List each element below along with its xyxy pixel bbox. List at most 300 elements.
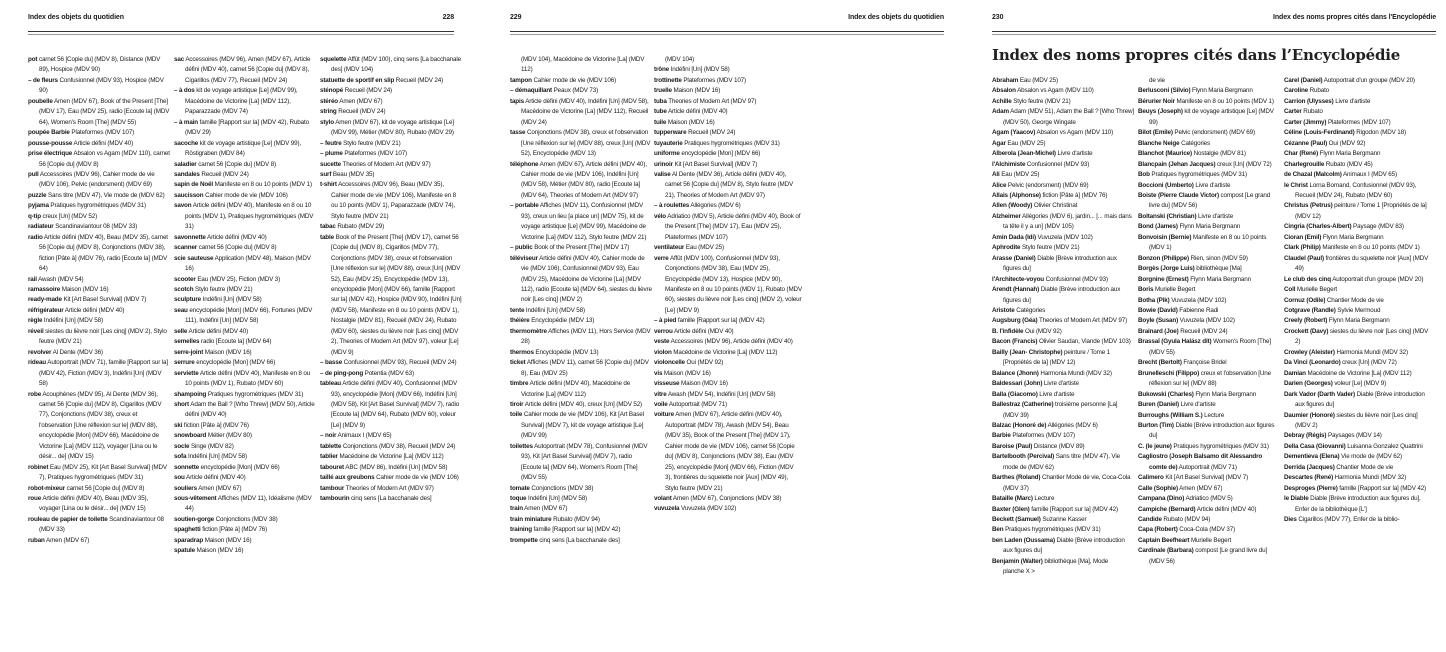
index-refs: Rigodon (MDV 18) <box>1356 129 1406 137</box>
index-entry <box>174 139 316 160</box>
header-rule <box>992 31 1436 35</box>
index-refs: Macédoine de Victorine [La] (MDV 112) <box>673 348 778 356</box>
index-term: socle <box>174 442 190 450</box>
index-refs: Adam (MDV 51), Adam the Ball ? [Who Threw] (MDV 50), George Wingate <box>1003 108 1134 126</box>
index-entry <box>654 358 802 368</box>
index-entry <box>174 275 316 285</box>
index-entry <box>174 442 316 452</box>
index-term: – basse <box>320 359 343 367</box>
index-refs: Rubato (MDV 45) <box>1325 160 1373 168</box>
index-term: taillé aux greubons <box>320 474 375 482</box>
index-refs: Maison (MDV 16) <box>681 380 728 388</box>
index-refs: Harmonia Mundi (MDV 32) <box>1334 474 1407 482</box>
index-entry <box>1138 358 1280 368</box>
index-entry <box>174 191 316 201</box>
index-entry <box>992 181 1134 191</box>
index-refs: Pratiques hygrométriques (MDV 31) <box>1173 442 1269 450</box>
index-refs: frontières du squelette noir [Aux] (MDV 49) <box>1295 254 1429 273</box>
index-refs: Autoportrait (MDV 71) <box>668 400 727 408</box>
index-entry <box>1284 369 1432 379</box>
index-refs: Allégories (MDV 6) <box>1047 421 1098 429</box>
index-term: sténopé <box>320 87 344 95</box>
index-term: Carter (Jimmy) <box>1284 118 1327 126</box>
index-term: Alzheimer <box>992 212 1021 220</box>
index-entry <box>1138 515 1280 525</box>
index-term: tablier <box>320 453 338 461</box>
index-refs: Livre d'artiste <box>1198 212 1234 220</box>
index-entry <box>992 400 1134 421</box>
index-term: saladier <box>174 160 197 168</box>
index-refs: Singe (MDV 82) <box>190 442 234 450</box>
index-entry <box>992 379 1134 389</box>
index-entry <box>510 400 652 410</box>
index-term: Augsburg (Géa) <box>992 317 1038 325</box>
index-term: train <box>510 505 523 513</box>
index-refs: Indéfini [Un] (MDV 58) <box>525 306 585 314</box>
index-entry <box>1284 358 1432 368</box>
index-term: Brassaï (Gyula Halász dit) <box>1138 338 1212 346</box>
index-term: Bonzon (Philippe) <box>1138 254 1189 262</box>
index-refs: famille [Rapport sur la] (MDV 42) <box>1339 484 1426 492</box>
index-term: Bukowski (Charles) <box>1138 390 1194 398</box>
index-refs: Oui (MDV 92) <box>1025 327 1062 335</box>
index-refs: Livre d'artiste <box>1180 401 1216 409</box>
page-228 <box>0 0 482 652</box>
index-term: scotch <box>174 285 194 293</box>
index-entry <box>992 316 1134 326</box>
index-entry <box>1284 275 1432 285</box>
index-refs: Maison (MDV 16) <box>204 536 252 544</box>
index-term: tableau <box>320 380 341 388</box>
index-term: Buren (Daniel) <box>1138 401 1179 409</box>
index-term: sandales <box>174 170 200 178</box>
index-refs: Lecture <box>1204 411 1225 419</box>
index-term: visseuse <box>654 380 680 388</box>
index-entry <box>1284 316 1432 326</box>
index-refs: (MDV 104), Macédoine de Victorine [La] (MDV 112) <box>521 56 645 74</box>
index-term: vitre <box>654 390 667 398</box>
index-refs: Indéfini [Un] (MDV 58) <box>528 495 587 503</box>
index-term: ticket <box>510 359 526 367</box>
index-refs: Affiches (MDV 11), carnet 56 [Copie du] (MDV 8), Eau (MDV 25) <box>521 359 649 377</box>
index-term: rail <box>28 275 37 283</box>
index-refs: Diable [Brève introduction aux figures du] <box>1295 390 1425 409</box>
running-head: Index des noms propres cités dans l'Encyclopédie <box>1273 14 1436 21</box>
index-term: téléphone <box>510 160 539 168</box>
index-entry <box>320 358 462 368</box>
index-refs: Cahier mode de vie (MDV 106) <box>205 191 288 199</box>
index-entry <box>1284 233 1432 243</box>
index-refs: encyclopédie [Mon] (MDV 66) <box>681 150 761 158</box>
index-term: Cioran (Emil) <box>1284 233 1322 241</box>
index-refs: Book of the Present [The] (MDV 17), carnet 56 [Copie du] (MDV 8), Cigarillos (MDV 77), Conjonctions (MDV 38), creux et l'observation [Une réflexion sur le] (MDV 88), creux [Un] (MDV 52), Eau (MDV 25), Encyclopédie (MDV 13), encyclopédie [Mon] (MDV 66), famille [Rapport sur la] (MDV 42), Hospice (MDV 90), Indéfini [Un] (MDV 58), Manifeste en 8 ou 10 points (MDV 1), Nostalgie (MDV 81), Recueil (MDV 24), Rubato (MDV 60), siestes du lièvre noir [Les cinq] (MDV 2), Theories of Modern Art (MDV 97), voleur [Le] (MDV 9) <box>331 233 462 356</box>
index-entry <box>654 76 802 86</box>
index-entry <box>992 525 1134 535</box>
index-term: Berlusconi (Silvio) <box>1138 87 1191 95</box>
index-term: tablette <box>320 442 342 450</box>
index-entry <box>1138 546 1280 567</box>
index-term: Cézanne (Paul) <box>1284 139 1328 147</box>
index-term: poupée Barbie <box>28 129 70 137</box>
index-term: veste <box>654 338 670 346</box>
index-entry <box>1138 421 1280 442</box>
index-refs: Maison (MDV 16) <box>667 118 715 126</box>
index-refs: Stylo feutre (MDV 21) <box>195 285 253 293</box>
index-term: sou <box>174 474 185 482</box>
index-term: toile <box>510 411 523 419</box>
index-term: toque <box>510 495 527 503</box>
index-refs: carnet 56 [Copie du] (MDV 8) <box>66 484 145 492</box>
index-term: Coll <box>1284 286 1296 294</box>
index-term: Achille <box>992 97 1012 105</box>
index-term: trottinette <box>654 76 682 84</box>
index-entry <box>1284 181 1432 202</box>
index-term: Campana (Dino) <box>1138 495 1185 503</box>
index-term: vis <box>654 369 663 377</box>
index-refs: Harmonia Mundi (MDV 32) <box>1336 348 1408 356</box>
index-entry <box>1284 160 1432 170</box>
index-entry <box>28 536 170 546</box>
index-entry <box>28 233 170 275</box>
index-term: Cardinale (Barbara) <box>1138 547 1194 555</box>
index-refs: Article défini (MDV 40) <box>188 327 249 335</box>
index-entry <box>1284 222 1432 232</box>
index-entry <box>1138 536 1280 546</box>
index-entry <box>28 212 170 222</box>
index-refs: Conjonctions (MDV 38) <box>531 484 594 492</box>
index-refs: bibliothèque [Ma] <box>1196 265 1242 273</box>
index-refs: Pelvic (endorsment) (MDV 69) <box>1174 129 1255 137</box>
index-entry <box>320 233 462 358</box>
index-entry <box>654 212 802 243</box>
index-refs: siestes du lièvre noir [Les cinq] (MDV 2) <box>1295 327 1429 346</box>
index-entry <box>510 358 652 379</box>
index-entry <box>320 86 462 96</box>
index-entry <box>174 369 316 390</box>
index-term: Creely (Robert) <box>1284 317 1328 325</box>
index-refs: Article défini (MDV 40), Manifeste en 8 ou 10 points (MDV 1), Pratiques hygrométriques (MDV 31) <box>185 202 314 231</box>
index-term: voiture <box>654 411 674 419</box>
index-term: squelette <box>320 56 347 63</box>
index-entry <box>28 76 170 97</box>
index-entry <box>654 86 802 96</box>
index-term: – plume <box>320 150 343 158</box>
index-term: tampon <box>510 76 532 84</box>
index-term: surf <box>320 170 332 178</box>
index-term: Ballestraz (Catherine) <box>992 401 1054 409</box>
index-entry <box>654 170 802 201</box>
index-entry <box>1284 463 1432 473</box>
index-term: Céline (Louis-Ferdinand) <box>1284 129 1355 137</box>
index-term: le Christ <box>1284 181 1308 189</box>
index-term: sous-vêtement <box>174 495 217 503</box>
index-refs: famille [Rapport sur la] (MDV 42) <box>1031 505 1118 513</box>
index-term: shampoing <box>174 390 207 398</box>
index-refs: Encyclopédie (MDV 13) <box>535 348 599 356</box>
index-term: Blanche Neige <box>1138 139 1180 147</box>
index-refs: Maison (MDV 16) <box>663 369 711 377</box>
index-term: Bailly (Jean- Christophe) <box>992 348 1063 356</box>
index-term: Borgnine (Ernest) <box>1138 275 1189 283</box>
index-refs: peinture / Tome 1 [Propriétés de la] (MDV 12) <box>1295 202 1427 220</box>
index-entry <box>28 275 170 285</box>
index-entry <box>174 358 316 368</box>
index-term: Abraham <box>992 77 1019 84</box>
index-entry <box>992 327 1134 337</box>
index-entry <box>320 494 462 504</box>
index-term: le Diable <box>1284 495 1309 503</box>
index-entry <box>1138 86 1280 96</box>
index-refs: creux [Un] (MDV 52) <box>42 212 98 220</box>
index-entry <box>1284 296 1432 306</box>
index-refs: Conjonctions (MDV 38), creux et l'observation [Une réflexion sur le] (MDV 88), creux [Un] (MDV 52), Encyclopédie (MDV 13) <box>521 129 651 158</box>
index-refs: Amen (MDV 67), Article défini (MDV 40), Cahier mode de vie (MDV 106), Indéfini [Un] (MDV 58), Métier (MDV 80), radio [Ecoute la] (MDV 64), Theories of Modern Art (MDV 97) <box>521 160 647 199</box>
index-term: Cornuz (Odile) <box>1284 296 1326 304</box>
index-entry <box>174 306 316 327</box>
index-term: puzzle <box>28 191 47 199</box>
index-term: vélo <box>654 212 666 220</box>
index-entry <box>28 515 170 536</box>
index-column <box>320 55 462 504</box>
index-entry <box>1138 170 1280 180</box>
index-term: t-shirt <box>320 181 337 189</box>
index-entry <box>992 369 1134 379</box>
index-entry <box>174 337 316 347</box>
index-refs: Manifeste en 8 ou 10 points (MDV 1) <box>1176 97 1274 105</box>
index-entry <box>320 149 462 159</box>
index-term: Bérurier Noir <box>1138 97 1175 105</box>
index-term: radiateur <box>28 223 54 231</box>
index-refs: Pratiques hygrométriques (MDV 31) <box>207 390 304 398</box>
index-refs: Article défini (MDV 40) <box>186 474 246 482</box>
index-entry <box>654 97 802 107</box>
index-refs: Affiches (MDV 11), Hors Service (MDV 28) <box>521 327 651 346</box>
index-refs: Amen (MDV 67), Article défini (MDV 40), Autoportrait (MDV 78), Awash (MDV 54), Beau (MDV 35), Book of the Present [The] (MDV 17), Cahier mode de vie (MDV 106), carnet 56 [Copie du] (MDV 8), Conjonctions (MDV 38), Eau (MDV 25), encyclopédie [Mon] (MDV 66), Fiction (MDV 3), frontières du squelette noir [Aux] (MDV 49), Stylo feutre (MDV 21) <box>665 411 795 492</box>
index-term: savon <box>174 202 192 210</box>
index-entry <box>174 536 316 546</box>
index-entry <box>28 327 170 348</box>
index-term: robinet <box>28 463 49 471</box>
index-term: Bilot (Emile) <box>1138 129 1173 137</box>
index-term: pot <box>28 56 38 63</box>
index-refs: Diable [Brève introduction aux figures du], Enfer de la bibliothèque [L'] <box>1295 495 1421 513</box>
index-term: Captain Beefheart <box>1138 536 1190 544</box>
index-entry <box>174 180 316 190</box>
index-term: revolver <box>28 348 52 356</box>
index-entry <box>992 233 1134 243</box>
index-refs: Accessoires (MDV 96), Article défini (MDV 40) <box>670 338 793 346</box>
index-term: l'Architecte-voyou <box>992 275 1044 283</box>
index-entry <box>1138 473 1280 483</box>
index-refs: Vuvuzela (MDV 102) <box>1171 296 1227 304</box>
index-term: Capa (Robert) <box>1138 526 1178 534</box>
index-refs: Flynn Maria Bergmann <box>1328 317 1390 325</box>
index-refs: Kit [Art Basel Survival] (MDV 7) <box>1165 474 1249 482</box>
index-entry <box>1138 160 1280 170</box>
index-term: Brunelleschi (Filippo) <box>1138 369 1200 377</box>
index-entry <box>28 390 170 463</box>
index-entry <box>654 55 802 65</box>
index-refs: Harmonia Mundi (MDV 32) <box>1040 369 1112 377</box>
index-refs: Al Dente (MDV 36) <box>52 348 103 356</box>
index-refs: creux et l'observation [Une réflexion sur le] (MDV 88) <box>1149 369 1271 388</box>
index-term: – démaquillant <box>510 87 552 95</box>
index-refs: Oui (MDV 92) <box>1328 139 1366 147</box>
index-term: Bond (James) <box>1138 223 1178 231</box>
index-term: ben Laden (Oussama) <box>992 536 1055 544</box>
index-entry <box>174 400 316 421</box>
index-term: Burroughs (William S.) <box>1138 411 1203 419</box>
index-term: string <box>320 108 337 116</box>
index-entry <box>992 306 1134 316</box>
index-term: – de fleurs <box>28 76 58 84</box>
index-term: saucisson <box>174 191 204 199</box>
index-entry <box>28 97 170 128</box>
index-term: pyjama <box>28 202 49 210</box>
index-refs: Beau (MDV 35) <box>332 170 375 178</box>
index-entry <box>174 254 316 275</box>
index-entry <box>1284 86 1432 96</box>
index-term: stéréo <box>320 97 338 105</box>
index-entry <box>654 327 802 337</box>
index-refs: carnet 56 [Copie du] (MDV 8) <box>198 244 277 252</box>
index-entry <box>1138 296 1280 306</box>
index-refs: Distance (MDV 89) <box>1033 442 1085 450</box>
index-term: – à roulettes <box>654 202 690 210</box>
index-entry <box>320 170 462 180</box>
index-entry <box>1138 181 1280 191</box>
index-entry <box>28 463 170 484</box>
index-term: Arasse (Daniel) <box>992 254 1036 262</box>
index-term: l'Alchimiste <box>992 160 1026 168</box>
index-refs: Eau (MDV 25) <box>1019 77 1058 84</box>
index-term: Boyle (Susan) <box>1138 317 1179 325</box>
index-term: Beuys (Joseph) <box>1138 108 1183 116</box>
index-refs: Article défini (MDV 40) <box>73 139 134 147</box>
index-term: truelle <box>654 87 672 95</box>
index-entry <box>320 180 462 222</box>
index-refs: Accessoires (MDV 96), Beau (MDV 35), Cahier mode de vie (MDV 106), Manifeste en 8 ou 10 points (MDV 1), Paparazzade (MDV 74), Stylo feutre (MDV 21) <box>331 181 456 220</box>
index-term: Absalon <box>992 87 1016 95</box>
index-entry <box>510 504 652 514</box>
index-entry <box>510 254 652 306</box>
index-entry <box>654 504 802 514</box>
index-refs: ABC (MDV 86), Indéfini [Un] (MDV 58) <box>345 463 448 471</box>
index-refs: Article défini (MDV 40) <box>64 306 125 314</box>
index-column <box>992 76 1134 578</box>
index-entry <box>320 431 462 441</box>
index-refs: (MDV 104) <box>665 56 695 63</box>
index-refs: Flynn Maria Bergmann <box>1322 233 1384 241</box>
index-entry <box>174 525 316 535</box>
index-entry <box>174 233 316 243</box>
index-term: sofa <box>174 453 187 461</box>
index-entry <box>28 358 170 389</box>
index-refs: Murielle Begert <box>1190 536 1232 544</box>
index-entry <box>510 76 652 86</box>
index-entry <box>992 170 1134 180</box>
index-term: scie sauteuse <box>174 254 214 262</box>
page-number: 228 <box>442 14 454 21</box>
index-term: Calle (Sophie) <box>1138 484 1178 492</box>
index-term: Caroline <box>1284 87 1308 95</box>
index-term: Le club des cinq <box>1284 275 1331 283</box>
index-refs: Pelvic (endorsment) (MDV 69) <box>1007 181 1089 189</box>
index-refs: bibliothèque [Ma], Mode <box>1044 557 1109 565</box>
index-refs: Diable [Brève introduction aux figures du] <box>1003 536 1125 555</box>
index-entry <box>1284 149 1432 159</box>
index-term: seau <box>174 306 188 314</box>
index-refs: Livre d'artiste <box>1195 181 1231 189</box>
index-term: train miniature <box>510 515 552 523</box>
index-refs: Oui (MDV 92) <box>686 359 724 367</box>
index-refs: Recueil (MDV 24) <box>688 129 736 137</box>
index-refs: Sans titre (MDV 47), Vie mode de (MDV 62) <box>1003 453 1120 471</box>
index-refs: Nostalgie (MDV 81) <box>1193 150 1246 158</box>
index-entry <box>1138 400 1280 410</box>
index-refs: Eau (MDV 25), Fiction (MDV 3) <box>197 275 281 283</box>
index-entry <box>1284 327 1432 348</box>
index-entry <box>28 55 170 76</box>
index-refs: Women's Room [The] (MDV 55) <box>1149 338 1271 356</box>
index-term: uniforme <box>654 150 680 158</box>
index-entry <box>28 484 170 494</box>
page-number: 229 <box>510 14 522 21</box>
index-term: Balla (Giacomo) <box>992 390 1038 398</box>
index-entry <box>1284 107 1432 117</box>
index-refs: voleur [Le] (MDV 9) <box>1334 380 1387 388</box>
index-entry <box>654 139 802 149</box>
index-refs: Article défini (MDV 40) <box>667 108 728 116</box>
index-refs: Indéfini [Un] (MDV 58) <box>43 317 103 325</box>
index-entry <box>992 275 1134 285</box>
index-term: Bartelbooth (Percival) <box>992 453 1055 461</box>
index-entry <box>510 316 652 326</box>
index-refs: Livre d'artiste <box>1335 97 1371 105</box>
index-refs: planche X > <box>1003 568 1035 576</box>
index-entry <box>320 369 462 379</box>
index-refs: Potentia (MDV 63) <box>364 369 414 377</box>
index-entry <box>1138 494 1280 504</box>
index-term: table <box>320 233 334 241</box>
index-refs: Eau (MDV 25) <box>1001 171 1040 179</box>
index-term: prise électrique <box>28 150 73 158</box>
index-term: – portable <box>510 202 539 210</box>
index-term: spaghetti <box>174 526 201 534</box>
index-refs: Françoise Bridel <box>1183 359 1227 367</box>
index-entry <box>992 431 1134 441</box>
index-refs: Catégories <box>1181 139 1211 147</box>
index-refs: kit de voyage artistique [Le] (MDV 99), Macédoine de Victorine [La] (MDV 112), Paparazzade (MDV 74) <box>185 87 298 116</box>
index-term: spatule <box>174 547 195 555</box>
index-term: réfrigérateur <box>28 306 64 314</box>
index-term: Bataille (Marc) <box>992 495 1033 503</box>
index-refs: famille [Rapport sur la] (MDV 42) <box>533 526 621 534</box>
index-term: verrou <box>654 327 673 335</box>
index-term: Carel (Daniel) <box>1284 77 1323 84</box>
index-term: souliers <box>174 484 197 492</box>
index-refs: Confusionnel (MDV 93), Hospice (MDV 90) <box>39 76 164 95</box>
index-entry <box>992 452 1134 473</box>
index-refs: Murielle Begert <box>1296 286 1338 294</box>
page-number: 230 <box>992 14 1004 21</box>
index-refs: Acouphènes (MDV 95), Al Dente (MDV 36), carnet 56 [Copie du] (MDV 8), Cigarillos (MDV 77), Conjonctions (MDV 38), creux et l'observation [Une réflexion sur le] (MDV 88), encyclopédie [Mon] (MDV 66), Macédoine de Victorine [La] (MDV 112), voyager [Lina ou le désir... de] (MDV 15) <box>39 390 162 461</box>
index-entry <box>992 285 1134 306</box>
index-entry <box>1138 275 1280 285</box>
index-refs: Recueil (MDV 24) <box>395 76 444 84</box>
index-refs: Eau (MDV 25) <box>685 244 724 252</box>
index-entry <box>654 379 802 389</box>
